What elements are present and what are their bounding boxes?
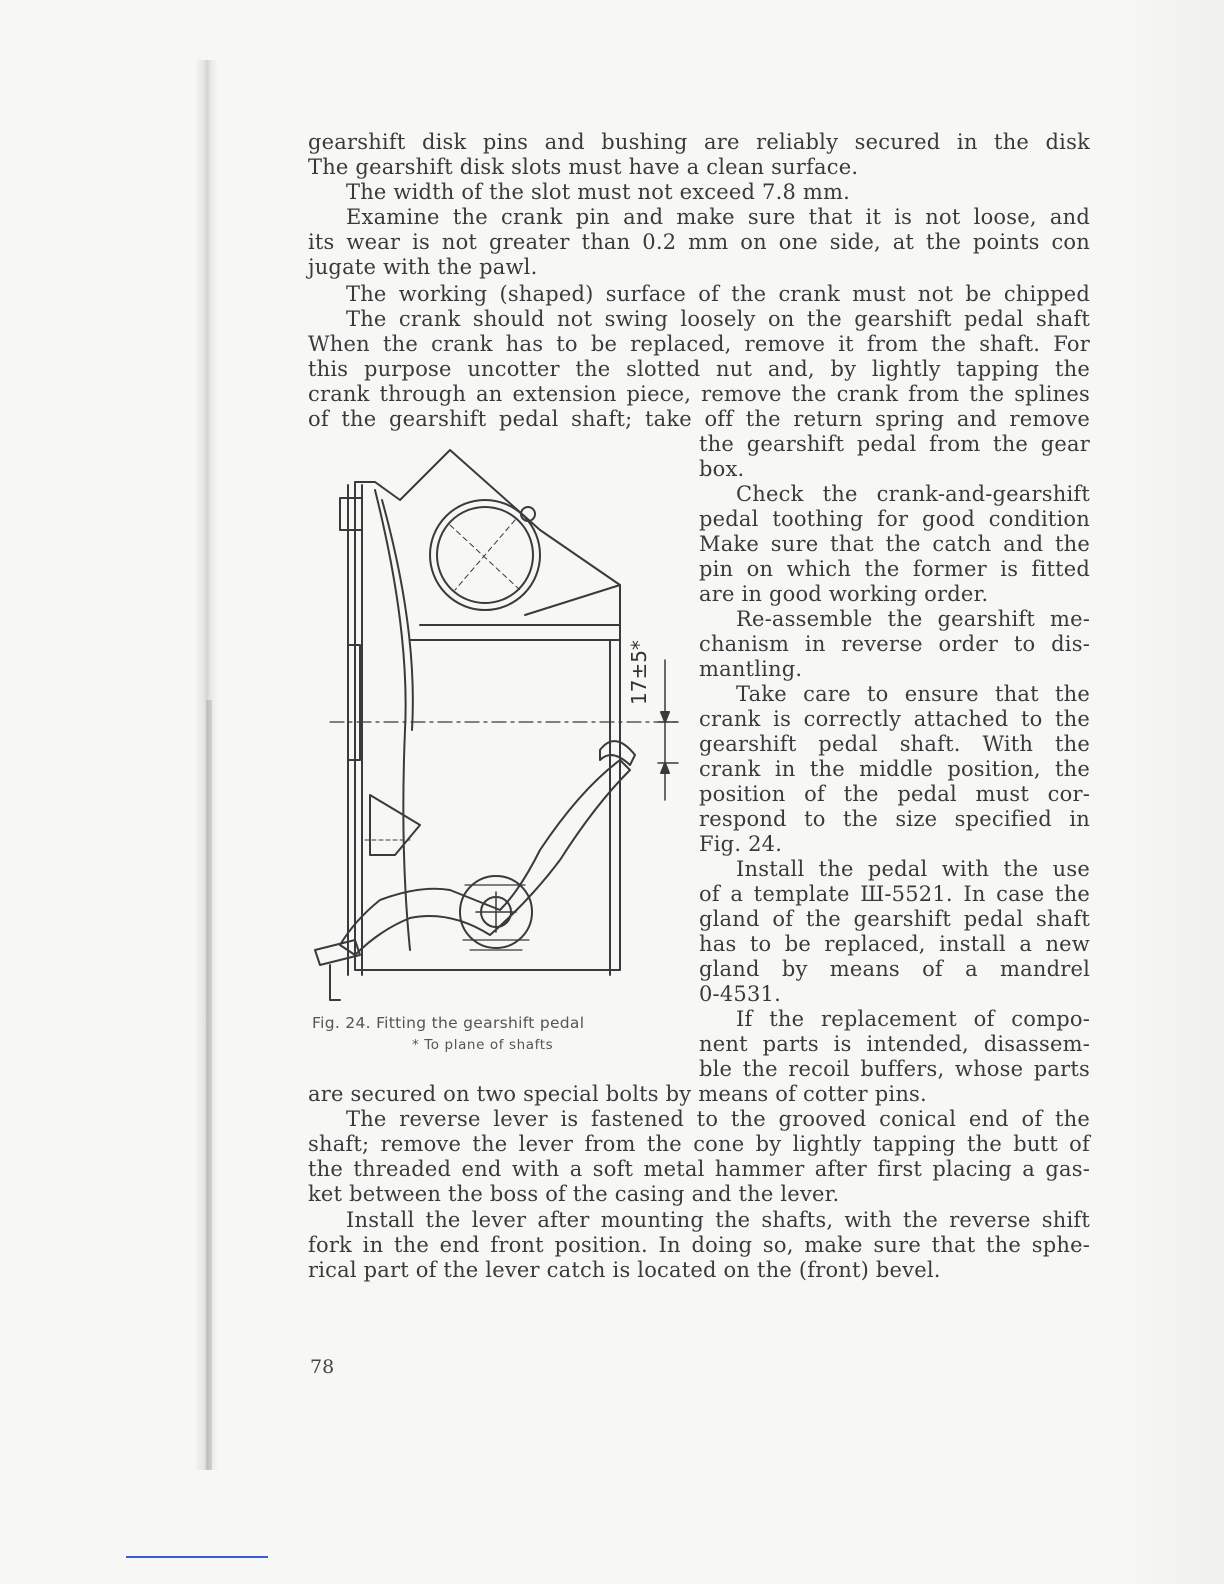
text-line: Take care to ensure that the [736, 682, 1090, 706]
text-line: of a template Ш-5521. In case the [699, 882, 1090, 906]
text-line: Fig. 24. [699, 832, 783, 856]
text-line: pin on which the former is fitted [699, 557, 1090, 581]
text-line: Install the pedal with the use [736, 857, 1090, 881]
text-line: crank is correctly attached to the [699, 707, 1090, 731]
text-line: gland of the gearshift pedal shaft [699, 907, 1090, 931]
shelf-line [410, 625, 620, 640]
text-line: If the replacement of compo- [736, 1007, 1090, 1031]
flange-tab [340, 498, 362, 530]
text-line: jugate with the pawl. [308, 255, 538, 279]
text-line: box. [699, 457, 745, 481]
text-line: the gearshift pedal from the gear [699, 432, 1090, 456]
page-number: 78 [310, 1356, 335, 1378]
text-line: rical part of the lever catch is located on the (front) bevel. [308, 1258, 941, 1282]
housing-outline [355, 450, 620, 970]
figure-caption: Fig. 24. Fitting the gearshift pedal [312, 1014, 585, 1032]
text-line: ket between the boss of the casing and the lever. [308, 1182, 840, 1206]
text-line: The crank should not swing loosely on the gearshift pedal shaft [346, 307, 1090, 331]
pedal-arm [340, 760, 630, 955]
text-line: fork in the end front position. In doing so, make sure that the sphe- [308, 1233, 1090, 1257]
text-line: chanism in reverse order to dis- [699, 632, 1090, 656]
text-line: 0-4531. [699, 982, 781, 1006]
dimension-ticks [658, 722, 678, 763]
inner-wall [375, 490, 410, 950]
text-line: The reverse lever is fastened to the grooved conical end of the [346, 1107, 1090, 1131]
text-line: Re-assemble the gearshift me- [736, 607, 1090, 631]
text-line: The width of the slot must not exceed 7.8 mm. [346, 180, 851, 204]
text-line: The working (shaped) surface of the crank must not be chipped [346, 282, 1090, 306]
bottom-rule [126, 1556, 268, 1558]
text-line: of the gearshift pedal shaft; take off the return spring and remove [308, 407, 1090, 431]
figure-subcaption: * To plane of shafts [412, 1037, 554, 1053]
text-line: Check the crank-and-gearshift [736, 482, 1090, 506]
text-line: respond to the size specified in [699, 807, 1090, 831]
text-line: ble the recoil buffers, whose parts [699, 1057, 1090, 1081]
text-line: are in good working order. [699, 582, 989, 606]
text-line: crank through an extension piece, remove the crank from the splines [308, 382, 1090, 406]
text-line: pedal toothing for good condition [699, 507, 1090, 531]
text-line: gearshift disk pins and bushing are reliably secured in the disk [308, 130, 1090, 154]
scan-right-shade [1114, 0, 1224, 1584]
text-line: has to be replaced, install a new [699, 932, 1090, 956]
text-line: are secured on two special bolts by means of cotter pins. [308, 1082, 927, 1106]
text-line: its wear is not greater than 0.2 mm on one side, at the points con [308, 230, 1090, 254]
pedal-pad-bottom [315, 940, 360, 965]
text-line: Examine the crank pin and make sure that it is not loose, and [346, 205, 1090, 229]
text-line: The gearshift disk slots must have a clean surface. [308, 155, 859, 179]
text-line: Install the lever after mounting the shafts, with the reverse shift [346, 1208, 1090, 1232]
text-line: Make sure that the catch and the [699, 532, 1090, 556]
text-line: gearshift pedal shaft. With the [699, 732, 1090, 756]
text-line: mantling. [699, 657, 803, 681]
text-line: the threaded end with a soft metal hammer after first placing a gas- [308, 1157, 1090, 1181]
text-line: nent parts is intended, disassem- [699, 1032, 1090, 1056]
text-line: crank in the middle position, the [699, 757, 1090, 781]
shelf-slope [525, 585, 620, 615]
text-line: this purpose uncotter the slotted nut and, by lightly tapping the [308, 357, 1090, 381]
gearshift-pedal-figure [300, 430, 685, 1010]
text-line: When the crank has to be replaced, remove it from the shaft. For [308, 332, 1090, 356]
inner-wall-inner [382, 500, 413, 730]
dimension-label: 17±5* [627, 640, 651, 705]
scan-binding-mark [206, 700, 212, 1470]
text-line: position of the pedal must cor- [699, 782, 1090, 806]
catch-wedge [370, 795, 420, 855]
text-line: gland by means of a mandrel [699, 957, 1090, 981]
pedal-stem [330, 965, 340, 1000]
text-line: shaft; remove the lever from the cone by lightly tapping the butt of [308, 1132, 1090, 1156]
bearing-centerlines [450, 520, 520, 590]
